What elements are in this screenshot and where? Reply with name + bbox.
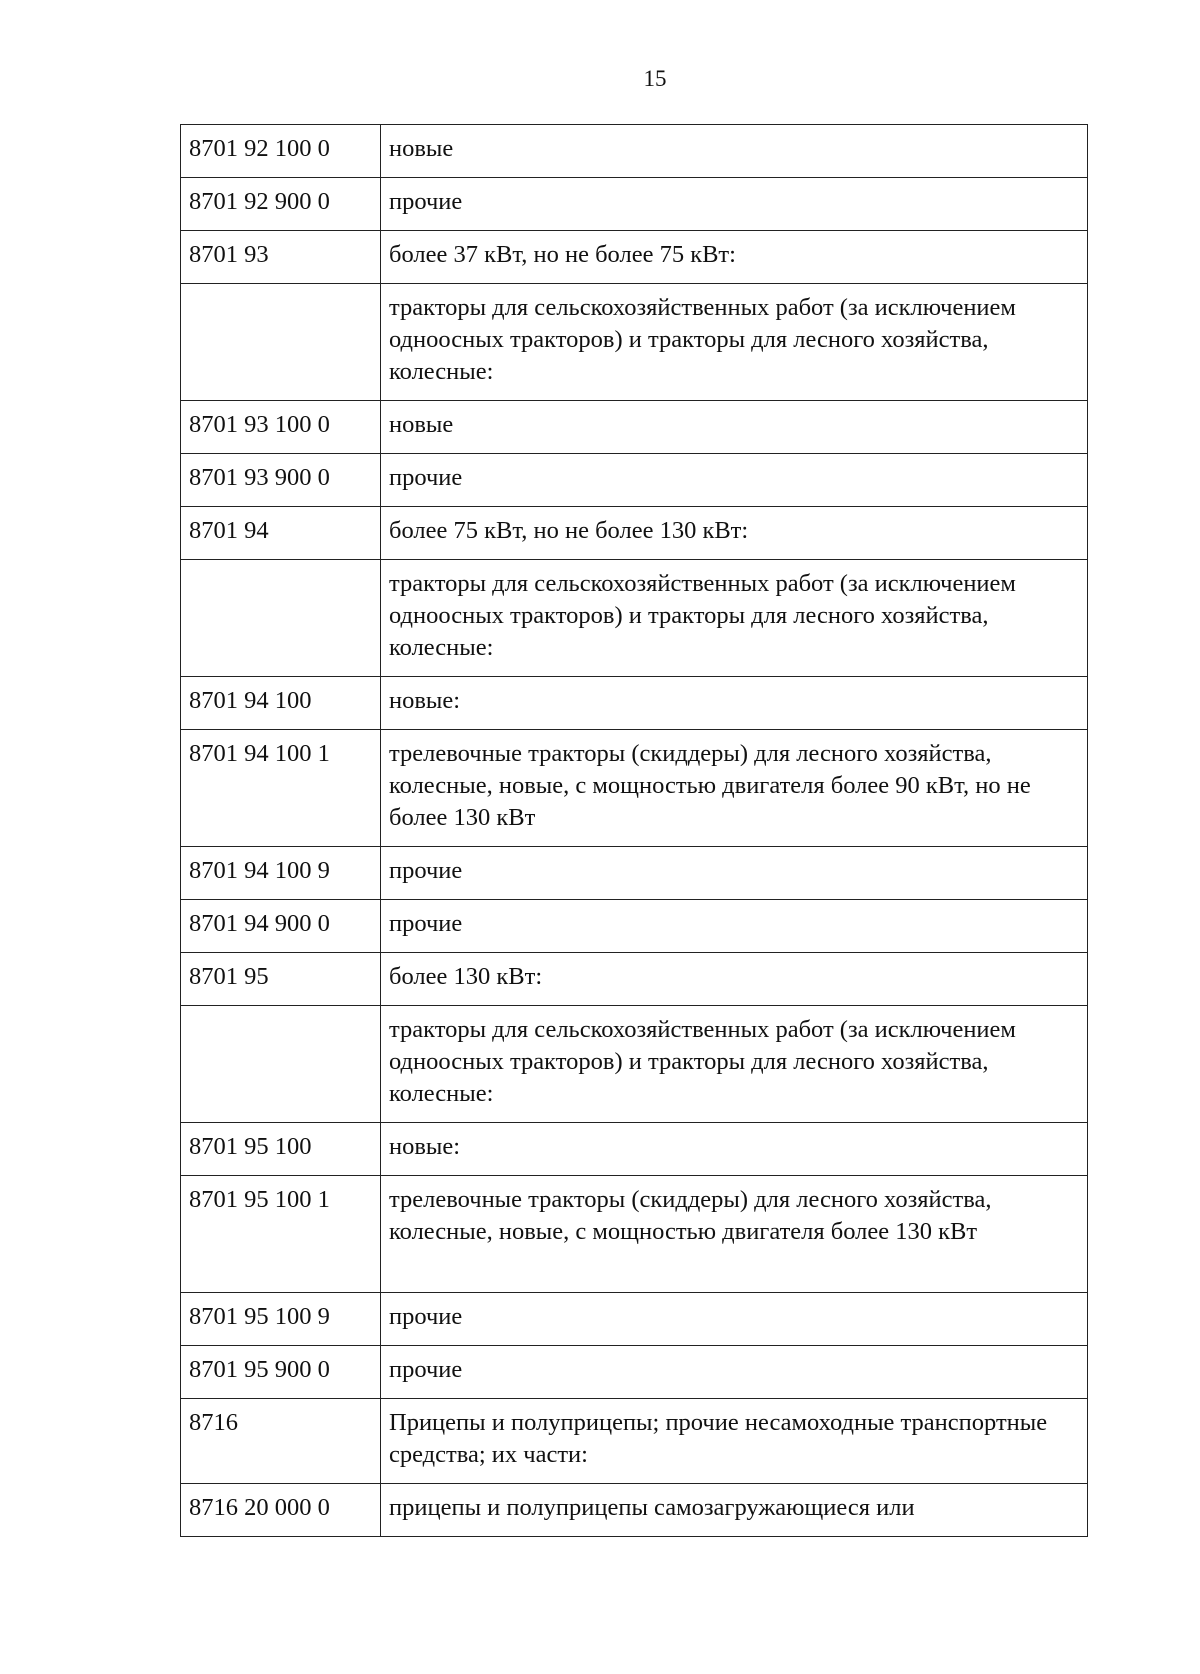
table-row xyxy=(181,1176,1088,1293)
table-row xyxy=(181,677,1088,730)
code-cell: 8701 95 100 1 xyxy=(181,1176,381,1293)
code-cell: 8701 93 900 0 xyxy=(181,454,381,507)
description-cell: новые xyxy=(381,401,1088,454)
description-cell: более 37 кВт, но не более 75 кВт: xyxy=(381,231,1088,284)
description-cell: прочие xyxy=(381,847,1088,900)
description-cell: тракторы для сельскохозяйственных работ (за исключением одноосных тракторов) и тракторы для лесного хозяйства, колесные: xyxy=(381,1006,1088,1123)
description-cell: новые: xyxy=(381,677,1088,730)
table-row xyxy=(181,1006,1088,1123)
description-cell: прочие xyxy=(381,900,1088,953)
table-row xyxy=(181,1399,1088,1484)
table-row xyxy=(181,847,1088,900)
code-cell: 8701 94 100 xyxy=(181,677,381,730)
code-cell xyxy=(181,560,381,677)
table-row xyxy=(181,284,1088,401)
code-cell xyxy=(181,1006,381,1123)
description-cell: прочие xyxy=(381,1346,1088,1399)
description-cell: более 130 кВт: xyxy=(381,953,1088,1006)
description-cell: новые xyxy=(381,125,1088,178)
code-cell: 8701 95 100 9 xyxy=(181,1293,381,1346)
table-row xyxy=(181,953,1088,1006)
description-cell: прочие xyxy=(381,454,1088,507)
code-cell: 8701 95 900 0 xyxy=(181,1346,381,1399)
code-cell: 8701 94 100 9 xyxy=(181,847,381,900)
table-row xyxy=(181,560,1088,677)
table-row xyxy=(181,125,1088,178)
tariff-code-table xyxy=(180,124,1088,1537)
description-cell: более 75 кВт, но не более 130 кВт: xyxy=(381,507,1088,560)
table-row xyxy=(181,1123,1088,1176)
page-number: 15 xyxy=(643,66,667,91)
table-row xyxy=(181,507,1088,560)
description-cell: трелевочные тракторы (скиддеры) для лесного хозяйства, колесные, новые, с мощностью двигателя более 90 кВт, но не более 130 кВт xyxy=(381,730,1088,847)
description-cell: прочие xyxy=(381,1293,1088,1346)
code-cell: 8716 20 000 0 xyxy=(181,1484,381,1537)
table-row xyxy=(181,1346,1088,1399)
table-row xyxy=(181,730,1088,847)
code-cell: 8701 94 xyxy=(181,507,381,560)
code-cell: 8716 xyxy=(181,1399,381,1484)
description-cell: тракторы для сельскохозяйственных работ (за исключением одноосных тракторов) и тракторы для лесного хозяйства, колесные: xyxy=(381,560,1088,677)
code-cell: 8701 92 900 0 xyxy=(181,178,381,231)
table-row xyxy=(181,178,1088,231)
code-cell xyxy=(181,284,381,401)
code-cell: 8701 94 100 1 xyxy=(181,730,381,847)
table-row xyxy=(181,900,1088,953)
description-cell: трелевочные тракторы (скиддеры) для лесного хозяйства, колесные, новые, с мощностью двигателя более 130 кВт xyxy=(381,1176,1088,1293)
code-cell: 8701 94 900 0 xyxy=(181,900,381,953)
description-cell: прицепы и полуприцепы самозагружающиеся или xyxy=(381,1484,1088,1537)
code-cell: 8701 95 100 xyxy=(181,1123,381,1176)
code-cell: 8701 93 100 0 xyxy=(181,401,381,454)
table-row xyxy=(181,231,1088,284)
code-cell: 8701 93 xyxy=(181,231,381,284)
table-row xyxy=(181,1293,1088,1346)
table-row xyxy=(181,454,1088,507)
description-cell: новые: xyxy=(381,1123,1088,1176)
table-row xyxy=(181,1484,1088,1537)
description-cell: прочие xyxy=(381,178,1088,231)
code-cell: 8701 92 100 0 xyxy=(181,125,381,178)
description-cell: Прицепы и полуприцепы; прочие несамоходные транспортные средства; их части: xyxy=(381,1399,1088,1484)
description-cell: тракторы для сельскохозяйственных работ (за исключением одноосных тракторов) и тракторы для лесного хозяйства, колесные: xyxy=(381,284,1088,401)
code-cell: 8701 95 xyxy=(181,953,381,1006)
table-row xyxy=(181,401,1088,454)
